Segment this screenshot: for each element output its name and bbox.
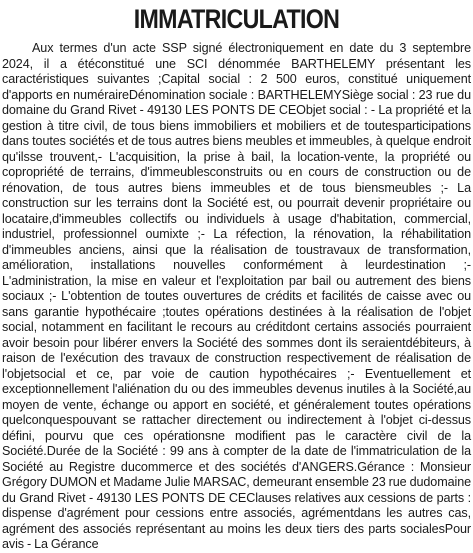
notice-body: Aux termes d'un acte SSP signé électroniquement en date du 3 septembre 2024, il a étéconstitué une SCI dénommée BARTHELEMY présentant les caractéristiques suivantes ;Capital social : 2 500 euros, constitué uniquement d'apports en numéraireDénomination sociale : BARTHELEMYSiège social : 23 rue du domaine du Grand Rivet - 49130 LES PONTS DE CEObjet social : - La propriété et la gestion à titre civil, de tous biens immobiliers et mobiliers et de toutesparticipations dans toutes sociétés et de tous autres biens meubles et immeubles, à quelque endroit qu'ilsse trouvent,- L'acquisition, la prise à bail, la location-vente, la propriété ou copropriété de terrains, d'immeublesconstruits ou en cours de construction ou de rénovation, de tous autres biens immeubles et de tous biensmeubles ;- La construction sur les terrains dont la Société est, ou pourrait devenir propriétaire ou locataire,d'immeubles collectifs ou individuels à usage d'habitation, commercial, industriel, professionnel oumixte ;- La réfection, la rénovation, la réhabilitation d'immeubles anciens, ainsi que la réalisation de toustravaux de transformation, amélioration, installations nouvelles conformément à leurdestination ;- L'administration, la mise en valeur et l'exploitation par bail ou autrement des biens sociaux ;- L'obtention de toutes ouvertures de crédits et facilités de caisse avec ou sans garantie hypothécaire ;toutes opérations destinées à la réalisation de l'objet social, notamment en facilitant le recours au créditdont certains associés pourraient avoir besoin pour libérer envers la Société des sommes dont ils seraientdébiteurs, à raison de l'exécution des travaux de construction respectivement de réalisation de l'objetsocial et ce, par voie de caution hypothécaires ;- Eventuellement et exceptionnellement l'aliénation du ou des immeubles devenus inutiles à la Société,au moyen de vente, échange ou apport en société, et généralement toutes opérations quelconquespouvant se rattacher directement ou indirectement à l'objet ci-dessus défini, pourvu que ces opérationsne modifient pas le caractère civil de la Société.Durée de la Société : 99 ans à compter de la date de l'immatriculation de la Société au Registre ducommerce et des sociétés d'ANGERS.Gérance : Monsieur Grégory DUMON et Madame Julie MARSAC, demeurant ensemble 23 rue dudomaine du Grand Rivet - 49130 LES PONTS DE CEClauses relatives aux cessions de parts : dispense d'agrément pour cessions entre associés, agrémentdans les autres cas, agrément des associés représentant au moins les deux tiers des parts socialesPour avis - La Gérance (2, 41, 471, 551)
notice-title: IMMATRICULATION (133, 4, 340, 34)
